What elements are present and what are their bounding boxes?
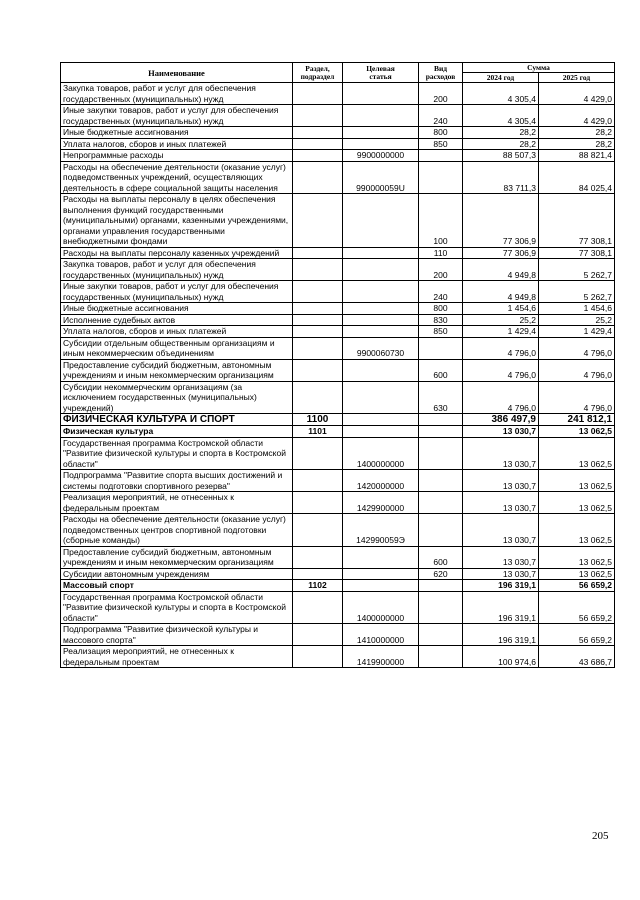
row-sum-2025: 28,2 [539, 127, 615, 139]
row-target: 9900000000 [343, 150, 419, 162]
row-name: Расходы на обеспечение деятельности (оказание услуг) подведомственных учреждений, осуществляющих деятельность в сфере социальной защиты населения [61, 161, 293, 194]
row-target [343, 259, 419, 281]
row-section [293, 591, 343, 624]
header-name: Наименование [61, 63, 293, 83]
row-name: Иные бюджетные ассигнования [61, 127, 293, 139]
row-sum-2024: 386 497,9 [463, 414, 539, 426]
row-section [293, 624, 343, 646]
row-kind: 600 [419, 359, 463, 381]
row-sum-2024: 1 454,6 [463, 303, 539, 315]
row-sum-2025: 5 262,7 [539, 259, 615, 281]
row-sum-2024: 4 949,8 [463, 259, 539, 281]
row-kind: 850 [419, 326, 463, 338]
row-name: Расходы на выплаты персоналу в целях обеспечения выполнения функций государственными (муниципальными) органами, казенными учреждениями, органами управления государственными внебюджетными фондами [61, 194, 293, 248]
budget-table [60, 62, 615, 668]
table-row [61, 580, 615, 592]
row-sum-2025: 56 659,2 [539, 624, 615, 646]
row-target [343, 381, 419, 414]
row-sum-2025: 28,2 [539, 138, 615, 150]
row-sum-2024: 13 030,7 [463, 437, 539, 470]
row-sum-2025: 4 429,0 [539, 83, 615, 105]
row-kind [419, 591, 463, 624]
table-row [61, 437, 615, 470]
header-section-line1: Раздел, [305, 63, 330, 73]
table-row [61, 492, 615, 514]
header-year-2024: 2024 год [463, 73, 539, 83]
row-name: Расходы на обеспечение деятельности (оказание услуг) подведомственных центров спортивной подготовки (сборные команды) [61, 514, 293, 547]
row-section [293, 194, 343, 248]
row-name: Реализация мероприятий, не отнесенных к федеральным проектам [61, 646, 293, 668]
table-row [61, 381, 615, 414]
row-kind [419, 624, 463, 646]
row-sum-2025: 13 062,5 [539, 568, 615, 580]
row-kind: 620 [419, 568, 463, 580]
table-row [61, 359, 615, 381]
table-row [61, 624, 615, 646]
row-sum-2025: 5 262,7 [539, 281, 615, 303]
header-section-line2: подраздел [300, 71, 335, 81]
row-name: Субсидии отдельным общественным организациям и иным некоммерческим объединениям [61, 337, 293, 359]
row-target [343, 546, 419, 568]
header-kind-line2: расходов [425, 71, 456, 81]
row-kind [419, 161, 463, 194]
row-sum-2025: 241 812,1 [539, 414, 615, 426]
row-name: Иные бюджетные ассигнования [61, 303, 293, 315]
header-target-line1: Целевая [366, 63, 395, 73]
row-kind [419, 514, 463, 547]
row-sum-2024: 77 306,9 [463, 247, 539, 259]
row-kind: 600 [419, 546, 463, 568]
row-name: Закупка товаров, работ и услуг для обеспечения государственных (муниципальных) нужд [61, 83, 293, 105]
row-target: 1410000000 [343, 624, 419, 646]
table-row [61, 138, 615, 150]
row-sum-2025: 4 429,0 [539, 105, 615, 127]
row-section [293, 83, 343, 105]
row-target: 142990059Э [343, 514, 419, 547]
row-name: Субсидии некоммерческим организациям (за исключением государственных (муниципальных) учреждений) [61, 381, 293, 414]
row-sum-2025: 13 062,5 [539, 514, 615, 547]
table-row [61, 303, 615, 315]
row-sum-2024: 77 306,9 [463, 194, 539, 248]
row-section [293, 303, 343, 315]
header-year-2025: 2025 год [539, 73, 615, 83]
row-name: Уплата налогов, сборов и иных платежей [61, 326, 293, 338]
row-section [293, 161, 343, 194]
row-sum-2024: 196 319,1 [463, 591, 539, 624]
row-kind: 100 [419, 194, 463, 248]
row-target [343, 303, 419, 315]
row-section [293, 281, 343, 303]
row-kind [419, 150, 463, 162]
row-section [293, 150, 343, 162]
row-name: Иные закупки товаров, работ и услуг для обеспечения государственных (муниципальных) нужд [61, 281, 293, 303]
row-sum-2025: 13 062,5 [539, 437, 615, 470]
table-row [61, 646, 615, 668]
row-sum-2024: 28,2 [463, 127, 539, 139]
row-name: Подпрограмма "Развитие спорта высших достижений и системы подготовки спортивного резерва" [61, 470, 293, 492]
row-sum-2025: 84 025,4 [539, 161, 615, 194]
row-name: Уплата налогов, сборов и иных платежей [61, 138, 293, 150]
row-name: Подпрограмма "Развитие физической культуры и массового спорта" [61, 624, 293, 646]
row-kind: 800 [419, 303, 463, 315]
table-row [61, 514, 615, 547]
row-target [343, 326, 419, 338]
row-sum-2025: 13 062,5 [539, 470, 615, 492]
table-row [61, 281, 615, 303]
row-sum-2025: 13 062,5 [539, 426, 615, 438]
row-sum-2024: 100 974,6 [463, 646, 539, 668]
row-target: 1400000000 [343, 591, 419, 624]
row-target: 1420000000 [343, 470, 419, 492]
row-kind: 850 [419, 138, 463, 150]
row-sum-2025: 43 686,7 [539, 646, 615, 668]
row-kind [419, 414, 463, 426]
row-section [293, 314, 343, 326]
row-target [343, 281, 419, 303]
row-sum-2025: 13 062,5 [539, 546, 615, 568]
row-sum-2024: 13 030,7 [463, 426, 539, 438]
table-row [61, 326, 615, 338]
row-section [293, 646, 343, 668]
row-sum-2024: 4 796,0 [463, 381, 539, 414]
row-kind: 830 [419, 314, 463, 326]
table-row [61, 591, 615, 624]
row-sum-2024: 13 030,7 [463, 546, 539, 568]
row-section [293, 470, 343, 492]
row-section [293, 514, 343, 547]
table-row [61, 470, 615, 492]
row-kind [419, 580, 463, 592]
row-kind [419, 470, 463, 492]
row-name: Предоставление субсидий бюджетным, автономным учреждениям и иным некоммерческим организациям [61, 359, 293, 381]
row-section [293, 437, 343, 470]
row-sum-2024: 4 305,4 [463, 83, 539, 105]
header-target [343, 63, 419, 83]
table-header [61, 63, 615, 83]
header-kind-line1: Вид [433, 63, 448, 73]
row-section [293, 247, 343, 259]
row-sum-2024: 196 319,1 [463, 580, 539, 592]
row-section [293, 359, 343, 381]
row-section [293, 105, 343, 127]
table-row [61, 83, 615, 105]
table-row [61, 161, 615, 194]
row-target: 1419900000 [343, 646, 419, 668]
page-number: 205 [592, 830, 609, 842]
row-target [343, 568, 419, 580]
row-sum-2024: 25,2 [463, 314, 539, 326]
row-sum-2025: 25,2 [539, 314, 615, 326]
table-row [61, 194, 615, 248]
row-target [343, 426, 419, 438]
row-sum-2024: 13 030,7 [463, 470, 539, 492]
table-row [61, 259, 615, 281]
row-name: ФИЗИЧЕСКАЯ КУЛЬТУРА И СПОРТ [61, 414, 293, 426]
row-name: Реализация мероприятий, не отнесенных к федеральным проектам [61, 492, 293, 514]
row-sum-2024: 13 030,7 [463, 492, 539, 514]
row-name: Массовый спорт [61, 580, 293, 592]
row-kind [419, 426, 463, 438]
table-row [61, 314, 615, 326]
row-sum-2024: 83 711,3 [463, 161, 539, 194]
row-section [293, 381, 343, 414]
table-row [61, 127, 615, 139]
row-kind: 200 [419, 83, 463, 105]
row-kind: 240 [419, 105, 463, 127]
row-section [293, 127, 343, 139]
row-target [343, 83, 419, 105]
row-sum-2025: 77 308,1 [539, 247, 615, 259]
table-row [61, 426, 615, 438]
row-sum-2024: 4 796,0 [463, 337, 539, 359]
row-target [343, 194, 419, 248]
row-sum-2025: 4 796,0 [539, 337, 615, 359]
row-section [293, 492, 343, 514]
table-row [61, 105, 615, 127]
row-target [343, 359, 419, 381]
row-name: Государственная программа Костромской области "Развитие физической культуры и спорта в Костромской области" [61, 591, 293, 624]
row-kind: 240 [419, 281, 463, 303]
row-section [293, 138, 343, 150]
row-kind: 200 [419, 259, 463, 281]
table-row [61, 150, 615, 162]
row-name: Непрограммные расходы [61, 150, 293, 162]
row-sum-2024: 4 796,0 [463, 359, 539, 381]
table-row [61, 337, 615, 359]
row-section: 1102 [293, 580, 343, 592]
row-name: Государственная программа Костромской области "Развитие физической культуры и спорта в Костромской области" [61, 437, 293, 470]
row-sum-2024: 88 507,3 [463, 150, 539, 162]
header-sum: Сумма [463, 63, 615, 73]
header-kind [419, 63, 463, 83]
row-target [343, 247, 419, 259]
row-kind [419, 337, 463, 359]
row-sum-2024: 1 429,4 [463, 326, 539, 338]
header-target-line2: статья [369, 71, 392, 81]
row-sum-2024: 13 030,7 [463, 568, 539, 580]
row-name: Иные закупки товаров, работ и услуг для обеспечения государственных (муниципальных) нужд [61, 105, 293, 127]
row-name: Закупка товаров, работ и услуг для обеспечения государственных (муниципальных) нужд [61, 259, 293, 281]
table-row [61, 546, 615, 568]
row-section [293, 259, 343, 281]
row-section [293, 326, 343, 338]
row-target: 990000059U [343, 161, 419, 194]
row-sum-2024: 4 949,8 [463, 281, 539, 303]
row-sum-2024: 196 319,1 [463, 624, 539, 646]
row-name: Физическая культура [61, 426, 293, 438]
row-section [293, 568, 343, 580]
row-sum-2025: 77 308,1 [539, 194, 615, 248]
row-kind: 630 [419, 381, 463, 414]
table-body [61, 83, 615, 668]
row-sum-2025: 1 429,4 [539, 326, 615, 338]
row-name: Предоставление субсидий бюджетным, автономным учреждениям и иным некоммерческим организациям [61, 546, 293, 568]
row-kind: 800 [419, 127, 463, 139]
row-target: 9900060730 [343, 337, 419, 359]
row-kind [419, 646, 463, 668]
row-section [293, 546, 343, 568]
header-section [293, 63, 343, 83]
row-name: Расходы на выплаты персоналу казенных учреждений [61, 247, 293, 259]
row-sum-2025: 4 796,0 [539, 359, 615, 381]
row-target [343, 580, 419, 592]
row-name: Исполнение судебных актов [61, 314, 293, 326]
row-section [293, 337, 343, 359]
row-sum-2025: 13 062,5 [539, 492, 615, 514]
row-kind: 110 [419, 247, 463, 259]
row-name: Субсидии автономным учреждениям [61, 568, 293, 580]
row-target [343, 314, 419, 326]
row-target [343, 138, 419, 150]
row-sum-2025: 88 821,4 [539, 150, 615, 162]
row-target: 1429900000 [343, 492, 419, 514]
table-row [61, 568, 615, 580]
row-target: 1400000000 [343, 437, 419, 470]
row-sum-2024: 4 305,4 [463, 105, 539, 127]
row-sum-2025: 56 659,2 [539, 580, 615, 592]
row-sum-2025: 1 454,6 [539, 303, 615, 315]
row-target [343, 105, 419, 127]
row-sum-2024: 13 030,7 [463, 514, 539, 547]
table-row [61, 247, 615, 259]
row-sum-2024: 28,2 [463, 138, 539, 150]
row-kind [419, 492, 463, 514]
row-section: 1101 [293, 426, 343, 438]
row-target [343, 127, 419, 139]
row-target [343, 414, 419, 426]
row-sum-2025: 56 659,2 [539, 591, 615, 624]
row-sum-2025: 4 796,0 [539, 381, 615, 414]
row-section: 1100 [293, 414, 343, 426]
row-kind [419, 437, 463, 470]
table-row [61, 414, 615, 426]
